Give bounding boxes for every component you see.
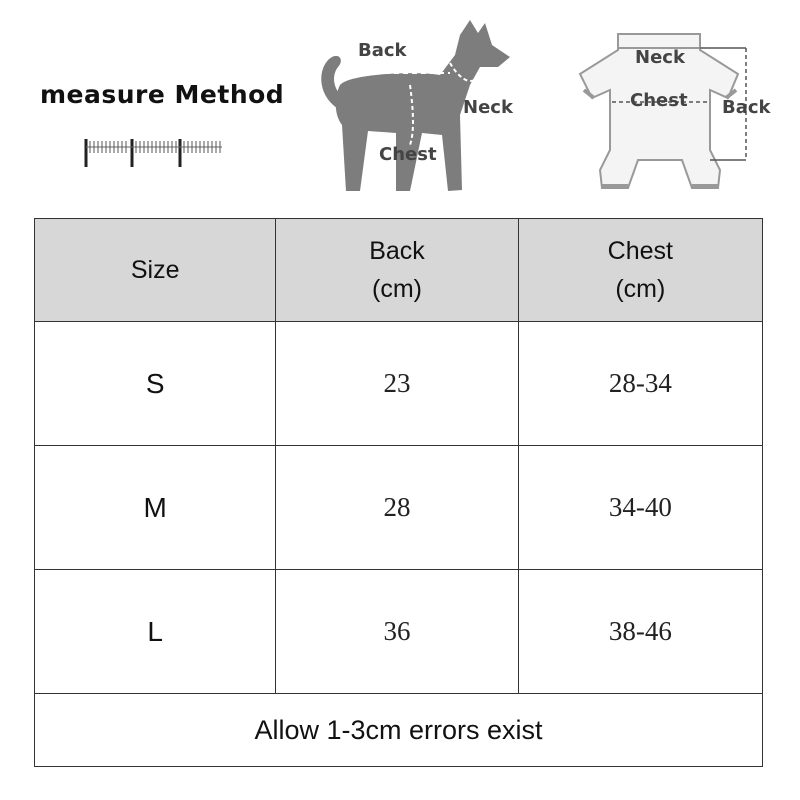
table-footer-row (35, 694, 763, 767)
tolerance-note: Allow 1-3cm errors exist (35, 694, 763, 767)
size-cell: M (35, 446, 276, 570)
size-cell: S (35, 322, 276, 446)
chest-cell: 28-34 (518, 322, 762, 446)
table-row (35, 570, 763, 694)
garment-back-label: Back (722, 97, 771, 118)
dog-back-label: Back (358, 40, 407, 61)
table-header-row (35, 219, 763, 322)
chest-cell: 34-40 (518, 446, 762, 570)
dog-chest-label: Chest (379, 144, 437, 165)
size-column-header: Size (35, 219, 276, 322)
back-cell: 23 (276, 322, 518, 446)
dog-neck-label: Neck (463, 97, 513, 118)
size-cell: L (35, 570, 276, 694)
garment-neck-label: Neck (635, 47, 685, 68)
size-chart-table (34, 218, 763, 767)
table-row (35, 322, 763, 446)
ruler-icon (84, 133, 224, 169)
chest-column-header: Chest (cm) (518, 219, 762, 322)
back-column-header: Back (cm) (276, 219, 518, 322)
chest-cell: 38-46 (518, 570, 762, 694)
back-cell: 28 (276, 446, 518, 570)
back-cell: 36 (276, 570, 518, 694)
measure-method-title: measure Method (40, 80, 285, 109)
garment-chest-label: Chest (630, 90, 688, 111)
table-row (35, 446, 763, 570)
